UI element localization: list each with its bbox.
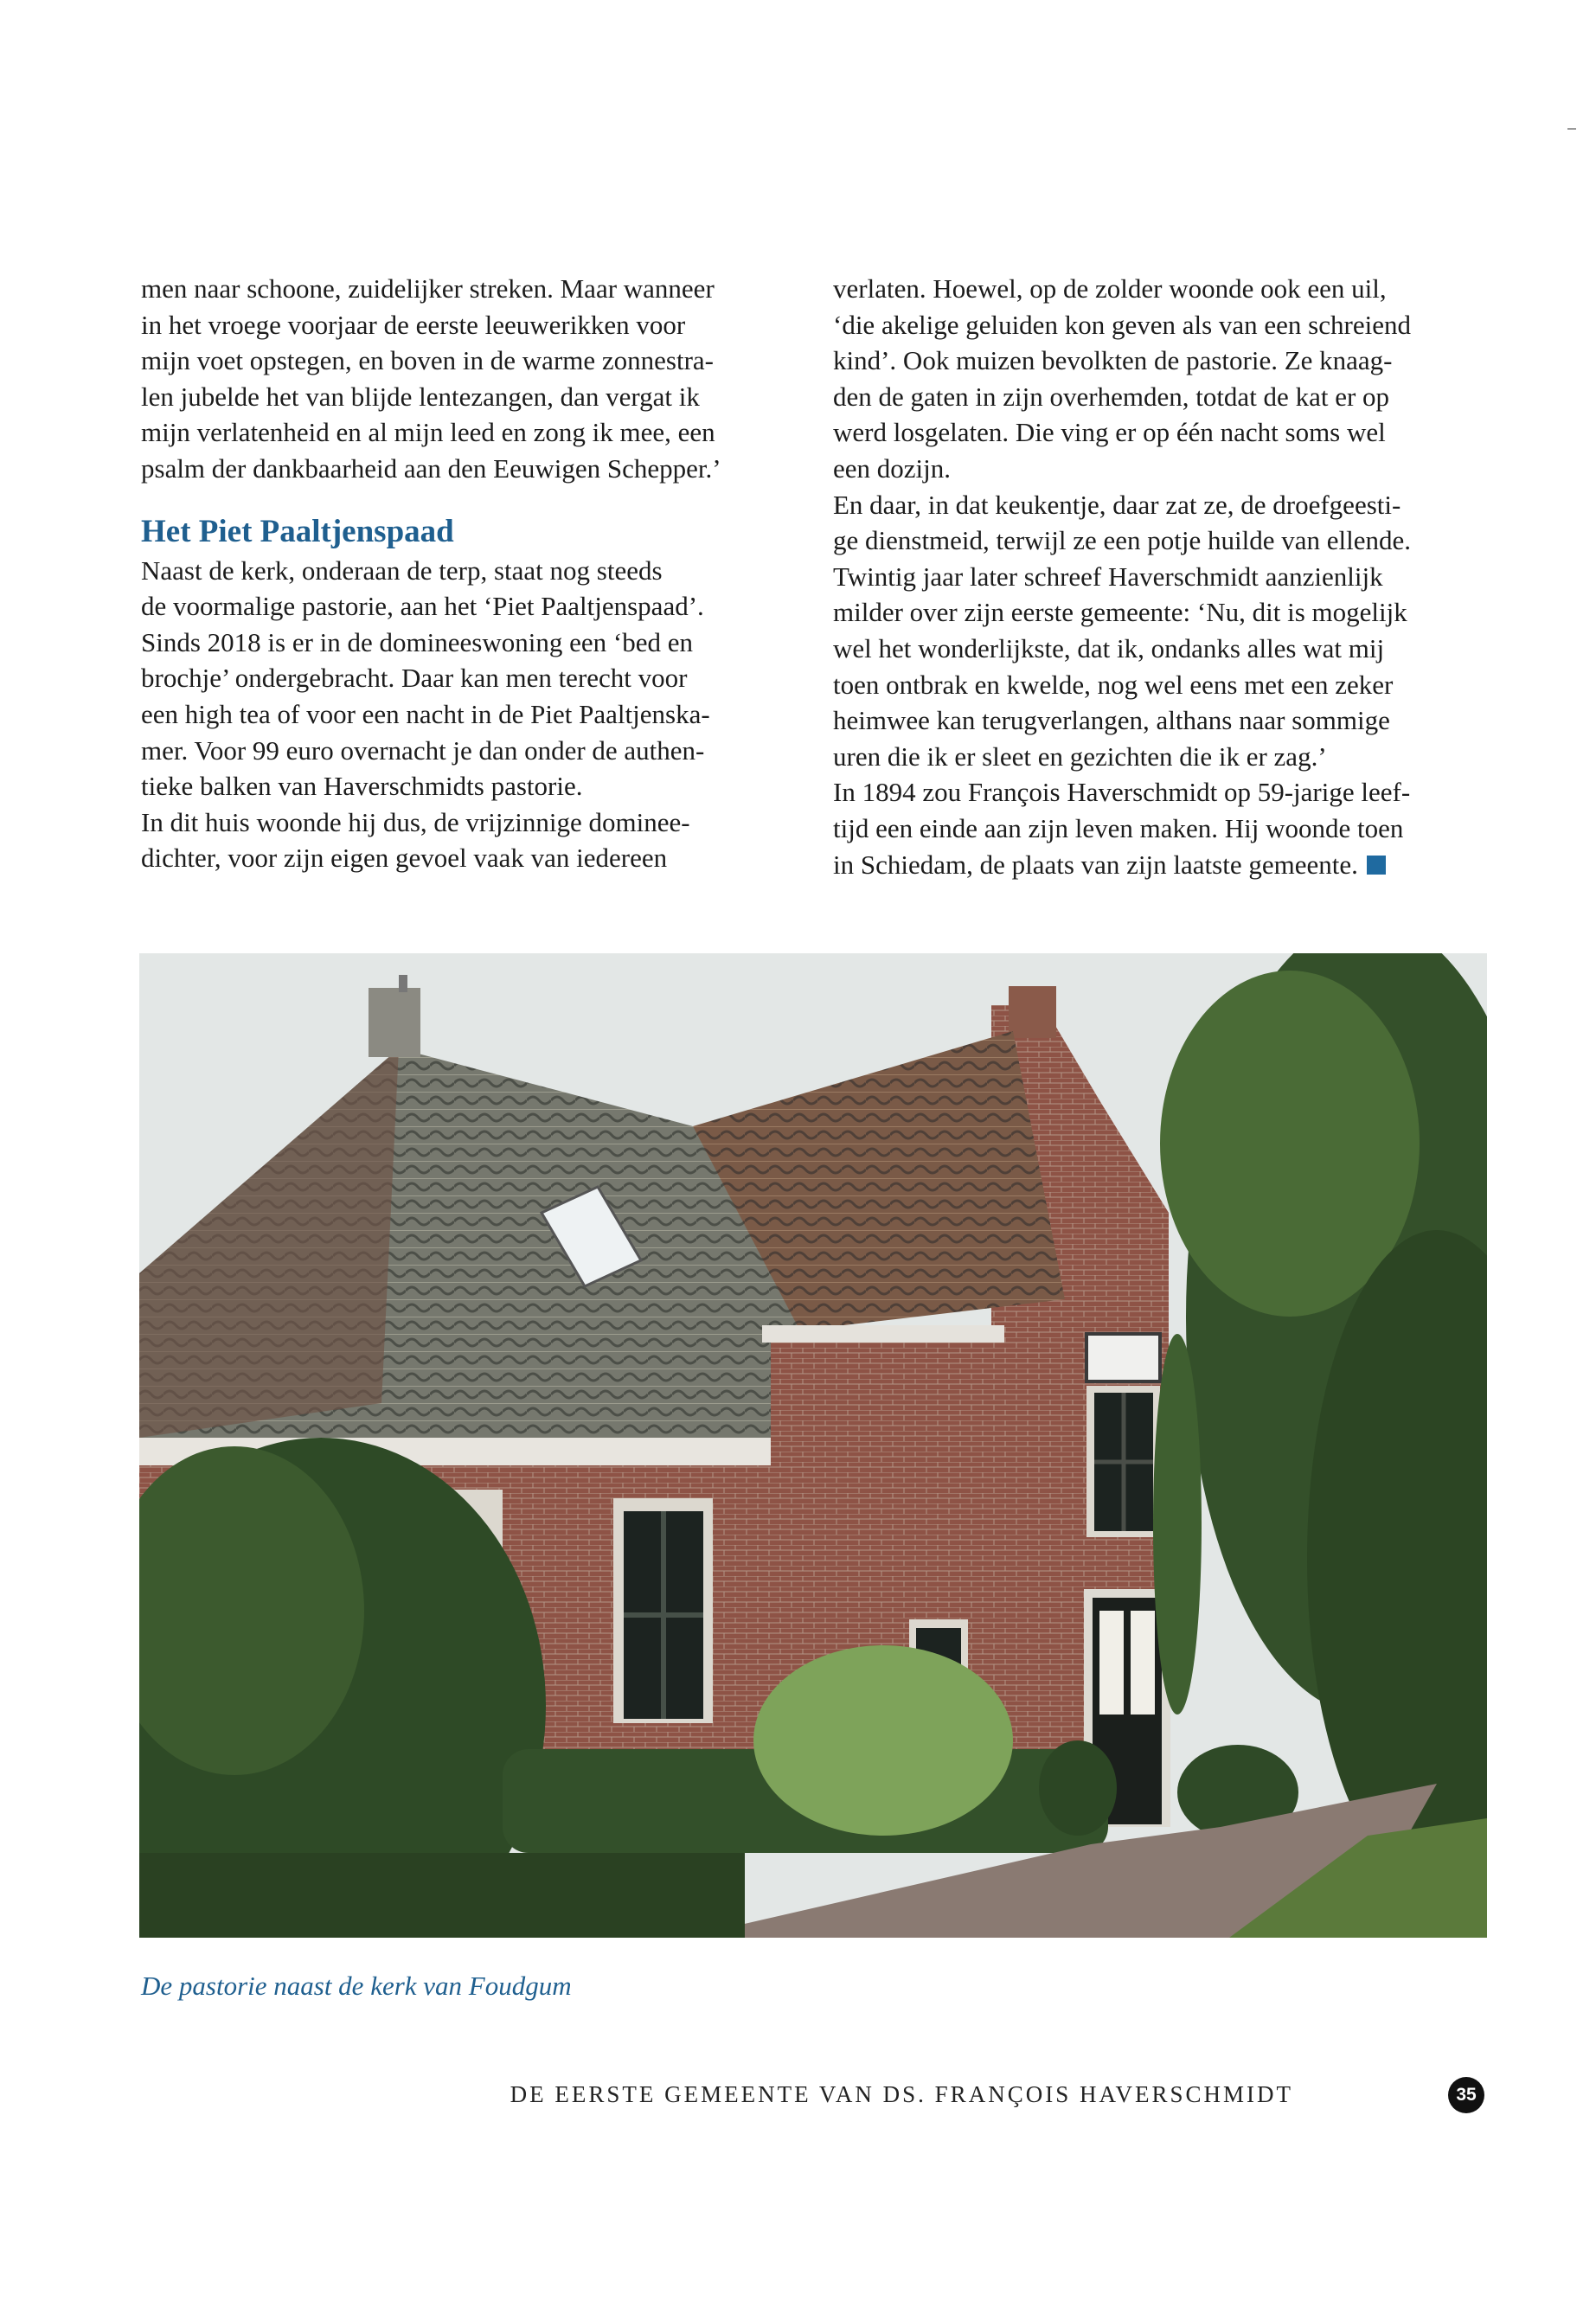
right-paragraph-2: En daar, in dat keukentje, daar zat ze, de droefgeesti- ge dienstmeid, terwijl ze een potje huilde van ellende. (833, 489, 1411, 556)
right-paragraph-4-text: In 1894 zou François Haverschmidt op 59-jarige leef- tijd een einde aan zijn leven maken. Hij woonde toen in Schiedam, de plaats van zijn laatste gemeente. (833, 777, 1411, 880)
photo-caption: De pastorie naast de kerk van Foudgum (141, 1971, 572, 2001)
right-paragraph-1: verlaten. Hoewel, op de zolder woonde ook een uil, ‘die akelige geluiden kon geven als van een schreiend kind’. Ook muizen bevolkten de pastorie. Ze knaag- den de gaten in zijn overhemden, totdat de kat er op werd losgelaten. Die ving er op één nacht soms wel een dozijn. (833, 273, 1411, 484)
right-paragraph-3: Twintig jaar later schreef Haverschmidt aanzienlijk milder over zijn eerste gemeente: ‘Nu, dit is mogelijk wel het wonderlijkste, dat ik, ondanks alles wat mij toen ontbrak en kwelde, nog wel eens met een zeker heimwee kan terugverlangen, althans naar sommige uren die ik er sleet en gezichten die ik er zag.’ (833, 561, 1407, 772)
intro-paragraph: men naar schoone, zuidelijker streken. Maar wanneer in het vroege voorjaar de eerste leeuwerikken voor mijn voet opstegen, en boven in de warme zonnestra- len jubelde het van blijde lentezangen, dan vergat ik mijn verlatenheid en al mijn leed en zong ik mee, een psalm der dankbaarheid aan den Eeuwigen Schepper.’ (141, 273, 721, 484)
parsonage-photo (139, 953, 1487, 1938)
right-column (833, 271, 1490, 882)
end-of-article-icon (1367, 856, 1386, 875)
section-heading: Het Piet Paaltjenspaad (141, 513, 454, 549)
running-head: DE EERSTE GEMEENTE VAN DS. FRANÇOIS HAVERSCHMIDT (510, 2081, 1293, 2107)
crop-mark (1567, 128, 1576, 130)
section-paragraph-1: Naast de kerk, onderaan de terp, staat nog steeds de voormalige pastorie, aan het ‘Piet Paaltjenspaad’. Sinds 2018 is er in de domineeswoning een ‘bed en brochje’ ondergebracht. Daar kan men terecht voor een high tea of voor een nacht in de Piet Paaltjenska- mer. Voor 99 euro overnacht je dan onder de authen- tieke balken van Haverschmidts pastorie. (141, 554, 710, 802)
section-paragraph-2: In dit huis woonde hij dus, de vrijzinnige dominee- dichter, voor zijn eigen gevoel vaak van iedereen (141, 806, 690, 874)
right-paragraph-4 (833, 774, 1490, 882)
left-column (141, 271, 803, 876)
page-number: 35 (1448, 2077, 1484, 2113)
